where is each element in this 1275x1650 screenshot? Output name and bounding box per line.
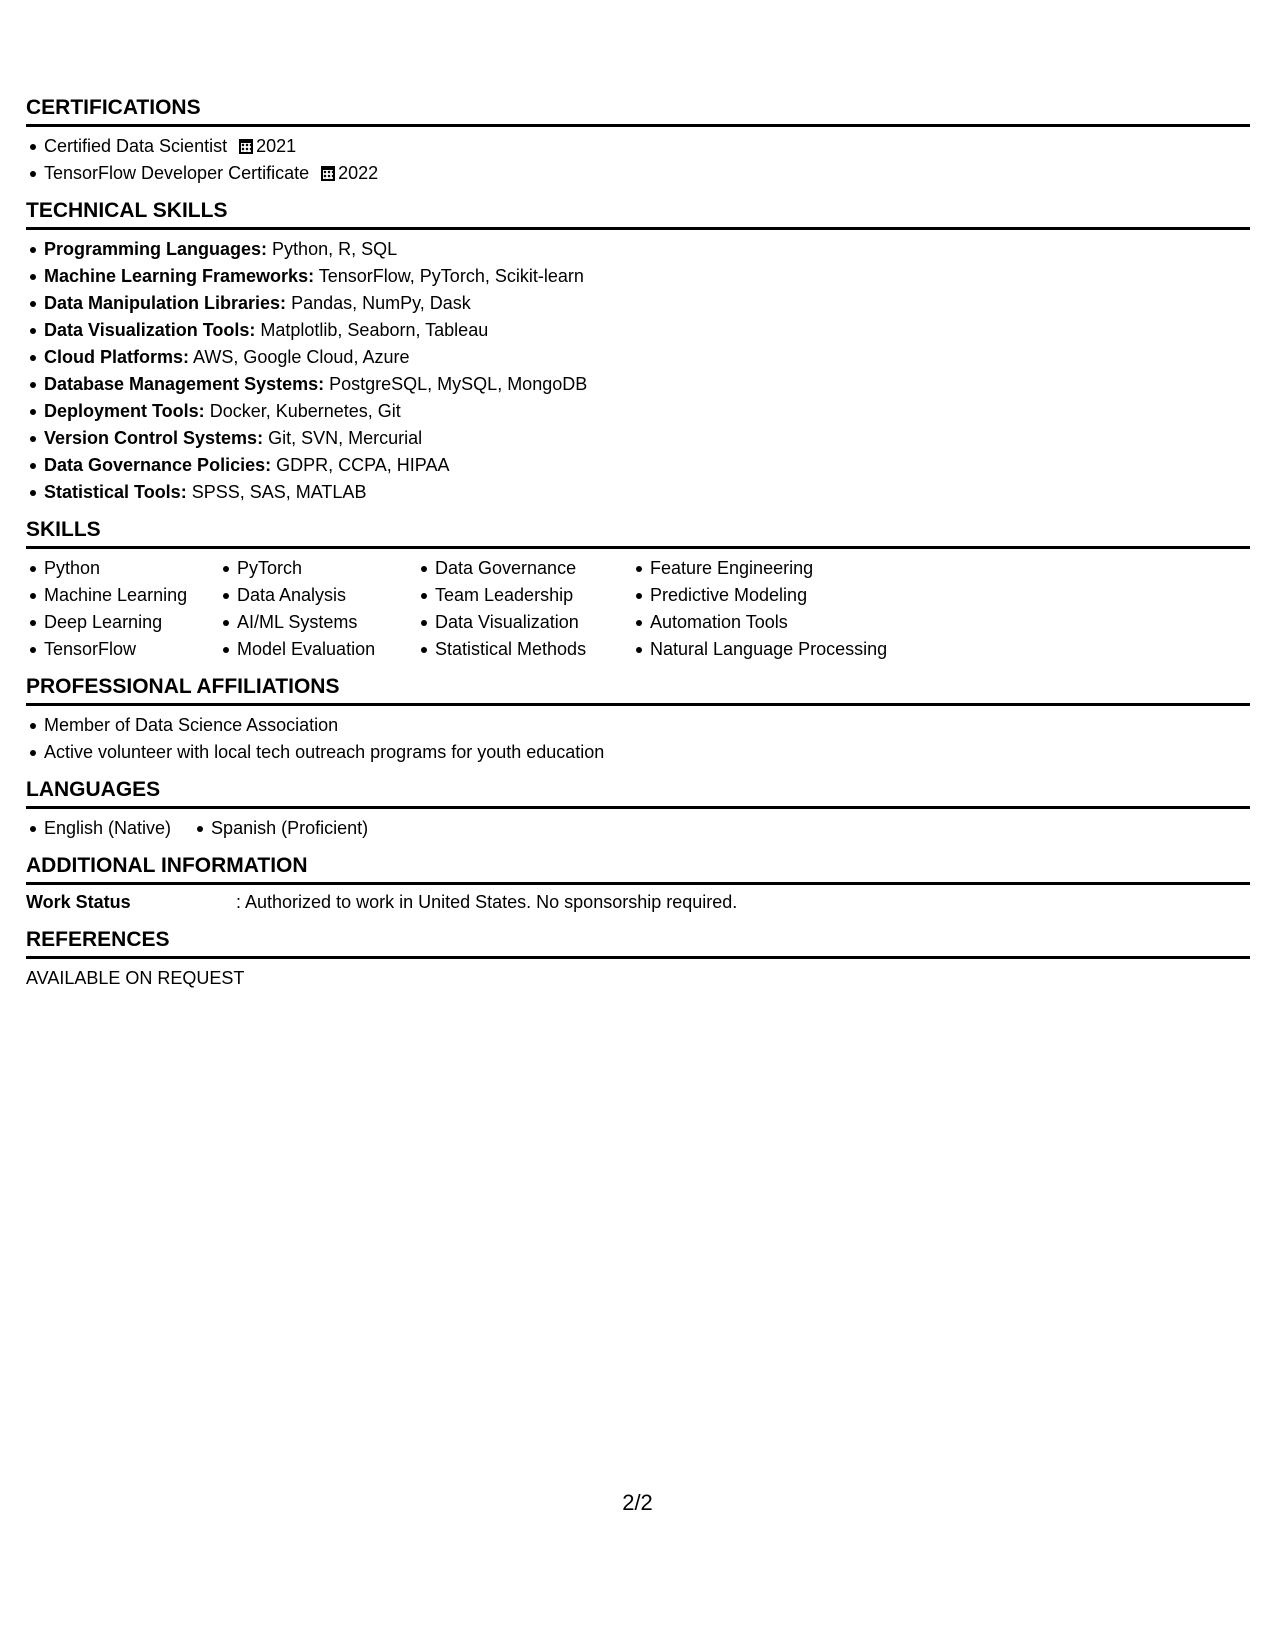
list-item: Machine Learning	[44, 582, 219, 609]
skill-values: Docker, Kubernetes, Git	[209, 401, 401, 421]
list-item	[44, 317, 1250, 344]
skill-category: Version Control Systems:	[44, 428, 264, 448]
list-item	[44, 425, 1250, 452]
technical-skills-list	[26, 236, 1250, 506]
list-item: PyTorch	[237, 555, 417, 582]
list-item	[44, 290, 1250, 317]
list-item	[44, 236, 1250, 263]
list-item: Active volunteer with local tech outreach programs for youth education	[44, 739, 1250, 766]
list-item: Data Visualization	[435, 609, 632, 636]
certifications-list	[26, 133, 1250, 187]
affiliations-section	[26, 675, 1250, 766]
list-item	[44, 263, 1250, 290]
skills-grid	[26, 555, 1250, 663]
section-title-additional-info: ADDITIONAL INFORMATION	[26, 854, 1250, 885]
page-number: 2/2	[622, 1490, 653, 1515]
skill-values: Git, SVN, Mercurial	[268, 428, 423, 448]
section-title-affiliations: PROFESSIONAL AFFILIATIONS	[26, 675, 1250, 706]
list-item: Spanish (Proficient)	[211, 815, 368, 842]
list-item: Deep Learning	[44, 609, 219, 636]
resume-page	[26, 96, 1250, 1004]
technical-skills-section	[26, 199, 1250, 506]
list-item: Data Analysis	[237, 582, 417, 609]
references-section	[26, 928, 1250, 992]
list-item: English (Native)	[44, 815, 171, 842]
affiliations-list	[26, 712, 1250, 766]
skills-column	[632, 555, 950, 663]
list-item: Team Leadership	[435, 582, 632, 609]
skills-column	[219, 555, 417, 663]
list-item	[44, 160, 1250, 187]
skill-values: Python, R, SQL	[272, 239, 398, 259]
list-item	[44, 133, 1250, 160]
skill-category: Data Manipulation Libraries:	[44, 293, 287, 313]
section-title-languages: LANGUAGES	[26, 778, 1250, 809]
list-item: Data Governance	[435, 555, 632, 582]
skills-column	[417, 555, 632, 663]
list-item	[44, 344, 1250, 371]
certification-name: TensorFlow Developer Certificate	[44, 163, 310, 183]
section-title-skills: SKILLS	[26, 518, 1250, 549]
calendar-icon	[239, 139, 253, 154]
skill-category: Cloud Platforms:	[44, 347, 190, 367]
list-item: Python	[44, 555, 219, 582]
skill-category: Data Governance Policies:	[44, 455, 272, 475]
list-item	[44, 398, 1250, 425]
languages-section	[26, 778, 1250, 842]
skill-values: TensorFlow, PyTorch, Scikit-learn	[318, 266, 584, 286]
skill-category: Deployment Tools:	[44, 401, 205, 421]
skill-category: Programming Languages:	[44, 239, 268, 259]
list-item	[44, 371, 1250, 398]
skill-values: Matplotlib, Seaborn, Tableau	[260, 320, 489, 340]
list-item	[44, 479, 1250, 506]
certification-year: 2022	[338, 163, 379, 183]
section-title-certifications: CERTIFICATIONS	[26, 96, 1250, 127]
list-item: Automation Tools	[650, 609, 950, 636]
certification-name: Certified Data Scientist	[44, 136, 228, 156]
skills-column	[26, 555, 219, 663]
list-item: Natural Language Processing	[650, 636, 950, 663]
certifications-section	[26, 96, 1250, 187]
work-status-value: : Authorized to work in United States. No sponsorship required.	[236, 892, 738, 912]
skill-values: GDPR, CCPA, HIPAA	[276, 455, 450, 475]
skill-category: Database Management Systems:	[44, 374, 325, 394]
skill-values: AWS, Google Cloud, Azure	[193, 347, 410, 367]
section-title-references: REFERENCES	[26, 928, 1250, 959]
list-item: Statistical Methods	[435, 636, 632, 663]
languages-list	[26, 815, 1250, 842]
section-title-technical-skills: TECHNICAL SKILLS	[26, 199, 1250, 230]
skill-values: SPSS, SAS, MATLAB	[191, 482, 367, 502]
references-text: AVAILABLE ON REQUEST	[26, 968, 245, 988]
work-status-row	[26, 889, 1250, 916]
list-item: Predictive Modeling	[650, 582, 950, 609]
list-item: Model Evaluation	[237, 636, 417, 663]
work-status-label: Work Status	[26, 892, 131, 912]
skills-section	[26, 518, 1250, 663]
skill-values: Pandas, NumPy, Dask	[291, 293, 471, 313]
list-item: AI/ML Systems	[237, 609, 417, 636]
list-item: TensorFlow	[44, 636, 219, 663]
list-item: Feature Engineering	[650, 555, 950, 582]
calendar-icon	[321, 166, 335, 181]
certification-year: 2021	[256, 136, 297, 156]
additional-info-section	[26, 854, 1250, 916]
list-item: Member of Data Science Association	[44, 712, 1250, 739]
skill-category: Statistical Tools:	[44, 482, 187, 502]
list-item	[44, 452, 1250, 479]
skill-values: PostgreSQL, MySQL, MongoDB	[329, 374, 588, 394]
skill-category: Machine Learning Frameworks:	[44, 266, 315, 286]
skill-category: Data Visualization Tools:	[44, 320, 256, 340]
